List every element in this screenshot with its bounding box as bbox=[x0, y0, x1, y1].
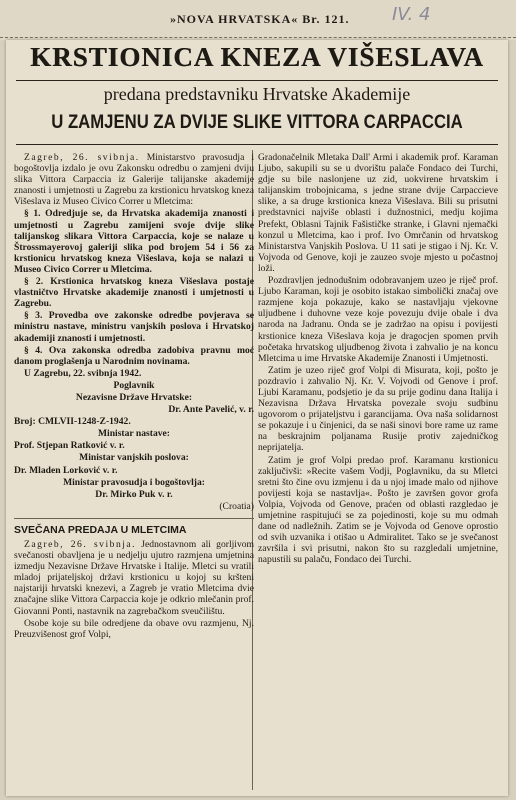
signature-title: Ministar nastave: bbox=[97, 428, 171, 440]
headline-rule-bottom bbox=[16, 144, 498, 145]
headline-main: KRSTIONICA KNEZA VIŠESLAVA bbox=[30, 42, 484, 72]
paragraph: Osobe koje su bile odredjene da obave ovu razmjenu, Nj. Preuzvišenost grof Volpi, bbox=[14, 617, 254, 640]
signature-name: Prof. Stjepan Ratković v. r. bbox=[14, 440, 125, 452]
right-column bbox=[258, 152, 498, 566]
paragraph: Gradonačelnik Mletaka Dall' Armi i akademik prof. Karaman Ljubo, sakupili su se u dvorištu palače Fondaco dei Turchi, gdje su bile naslonjene uz zid, uokvirene hrvatskim i talijanskim trobojnicama, s jedne strane dvije Carpaccieve slike, a sa druge krstionica kneza Višeslava. Bili su prisutni predstavnici najviše oblasti i dužnostnici, medju kojima Prefekt, Oblasni Tajnik Fašističke stranke, i Glavni njemački konzul u Mletcima, kao i prof. Ivo Omrčanin od hrvatskog Ministarstva Vanjskih Poslova. U 11 sati je stigao i Nj. Kr. V. Vojvoda od Genove, koji je zauzeo svoje mjesto u počastnoj loži. bbox=[258, 152, 498, 274]
signature-title: Ministar vanjskih poslova: bbox=[79, 452, 189, 464]
paragraph: § 4. Ova zakonska odredba zadobiva pravnu moć danom proglašenja u Narodnim novinama. bbox=[14, 344, 254, 367]
masthead bbox=[0, 0, 516, 40]
signature-org: Nezavisne Države Hrvatske: bbox=[75, 391, 193, 403]
left-column bbox=[14, 152, 254, 641]
signature-name: Dr. Mladen Lorković v. r. bbox=[14, 464, 118, 476]
section-heading: SVEČANA PREDAJA U MLETCIMA bbox=[14, 518, 254, 536]
paragraph: § 1. Odredjuje se, da Hrvatska akademija znanosti i umjetnosti u Zagrebu zamijeni svoje dvije slike talijanskog slikara Vittora Carpaccia, koje se nalaze u Štrossmayerovoj galeriji slika pod brojem 54 i 56 za krstionicu hrvatskog kneza Višeslava, koja se nalazi u Museo Civico Correr u Mletcima. bbox=[14, 208, 254, 275]
headline-sub: predana predstavniku Hrvatske Akademije bbox=[103, 84, 411, 104]
clipping-edge bbox=[0, 37, 516, 38]
paragraph: Zatim je uzeo riječ grof Volpi di Misurata, koji, pošto je pozdravio i zahvalio Nj. Kr. V. Vojvodi od Genove i prof. Ljubi Karamanu, podsjetio je da su prije godinu dana Italija i Nezavisna Država Hrvatska povezale svoju sudbinu ugovorom o prijateljstvu i garancijama. Ova naša solidarnost se pokazuje i u činjenici, da se naši sinovi bore rame uz rame na beskrajnim poljanama Rusije protiv zajedničkog neprijatelja. bbox=[258, 364, 498, 454]
headline-rule bbox=[16, 80, 498, 81]
signature-title: Poglavnik bbox=[113, 379, 155, 391]
signature-name: Dr. Mirko Puk v. r. bbox=[95, 488, 173, 500]
paragraph: § 2. Krstionica hrvatskog kneza Višeslava postaje vlastničtvo Hrvatske akademije znanosti i umjetnosti u Zagrebu. bbox=[14, 276, 254, 310]
newspaper-title: »NOVA HRVATSKA« Br. 121. bbox=[170, 12, 350, 26]
decree-number: Broj: CMLVII-1248-Z-1942. bbox=[14, 416, 131, 428]
paragraph: § 3. Provedba ove zakonske odredbe povjerava se ministru nastave, ministru vanjskih poslova i Hrvatskoj akademiji znanosti i umjetnosti. bbox=[14, 310, 254, 344]
newspaper-clipping bbox=[6, 40, 508, 796]
source-credit: (Croatia) bbox=[219, 500, 254, 512]
signature-title: Ministar pravosudja i bogoštovlja: bbox=[63, 476, 205, 488]
headline-third: U ZAMJENU ZA DVIJE SLIKE VITTORA CARPACCIA bbox=[51, 112, 463, 133]
handwritten-note: IV. 4 bbox=[392, 4, 431, 25]
signature-name: Dr. Ante Pavelić, v. r. bbox=[168, 404, 254, 416]
paragraph: Zagreb, 26. svibnja. Ministarstvo pravosudja i bogoštovlja izdalo je ovu Zakonsku odredbu o zamjeni dviju slika Vittora Carpaccia iz Galerije talijanske akademije znanosti i umjetnosti u Zagrebu za krstionicu hrvatskog kneza Višeslava iz Museo Civico Correr u Mletcima: bbox=[14, 152, 255, 208]
paragraph: Zatim je grof Volpi predao prof. Karamanu krstionicu zaključivši: »Recite vašem Vodji, Poglavniku, da su Mletci sretni što čine ovu izmjenu i da u njoj imade malo od njihove povijesti koja se nastavlja«. Pošto je završen govor grofa Volpia, Vojvoda od Genove, praćen od oblasti razgledao je umjetnine raspitujući se za pojedinosti, koje su mu odmah dane od nadležnih. Zatim se je Vojvoda od Genove oprostio od svih uzvanika i otišao u Admiralitet. Tako se je svečanost završila i svi prisutni, nakon što su razgledali umjetnine, napustili su palaču, Fondaco dei Turchi. bbox=[258, 454, 498, 566]
decree-date: U Zagrebu, 22. svibnja 1942. bbox=[24, 367, 142, 379]
paragraph: Pozdravljen jednodušnim odobravanjem uzeo je riječ prof. Ljubo Karaman, koji je osobito istakao simbolički značaj ove razmjene koja pokazuje, kako se nastavljaju vjekovne uljudbene i duhovne veze koje povezuju dvije obale i dva naroda na Jadranu. Onda se je zadržao na opisu i povijesti krstionice kneza Višeslava koja je dragocjen spomen prvih početaka hrvatskog uljudbenog života i zahvalio je na koncu Mletcima u ime Hrvatske Akademije Znanosti i Umjetnosti. bbox=[258, 275, 498, 364]
paragraph: Zagreb, 26. svibnja. Jednostavnom ali gorljivom svečanosti obavljena je u nedjelju ujutro razmjena umjetnina izmedju Nezavisne Države Hrvatske i Italije. Mletci su vratili mladoj prijateljskoj državi krstionicu u kojoj su kršteni najstariji hrvatski knezevi, a Zagreb je vratio Mletcima dvie značajne slike Vittora Carpaccia koje je odkrio mlečanin prof. Giovanni Ponti, nastavnik na zagrebačkom sveučilištu. bbox=[14, 539, 255, 617]
